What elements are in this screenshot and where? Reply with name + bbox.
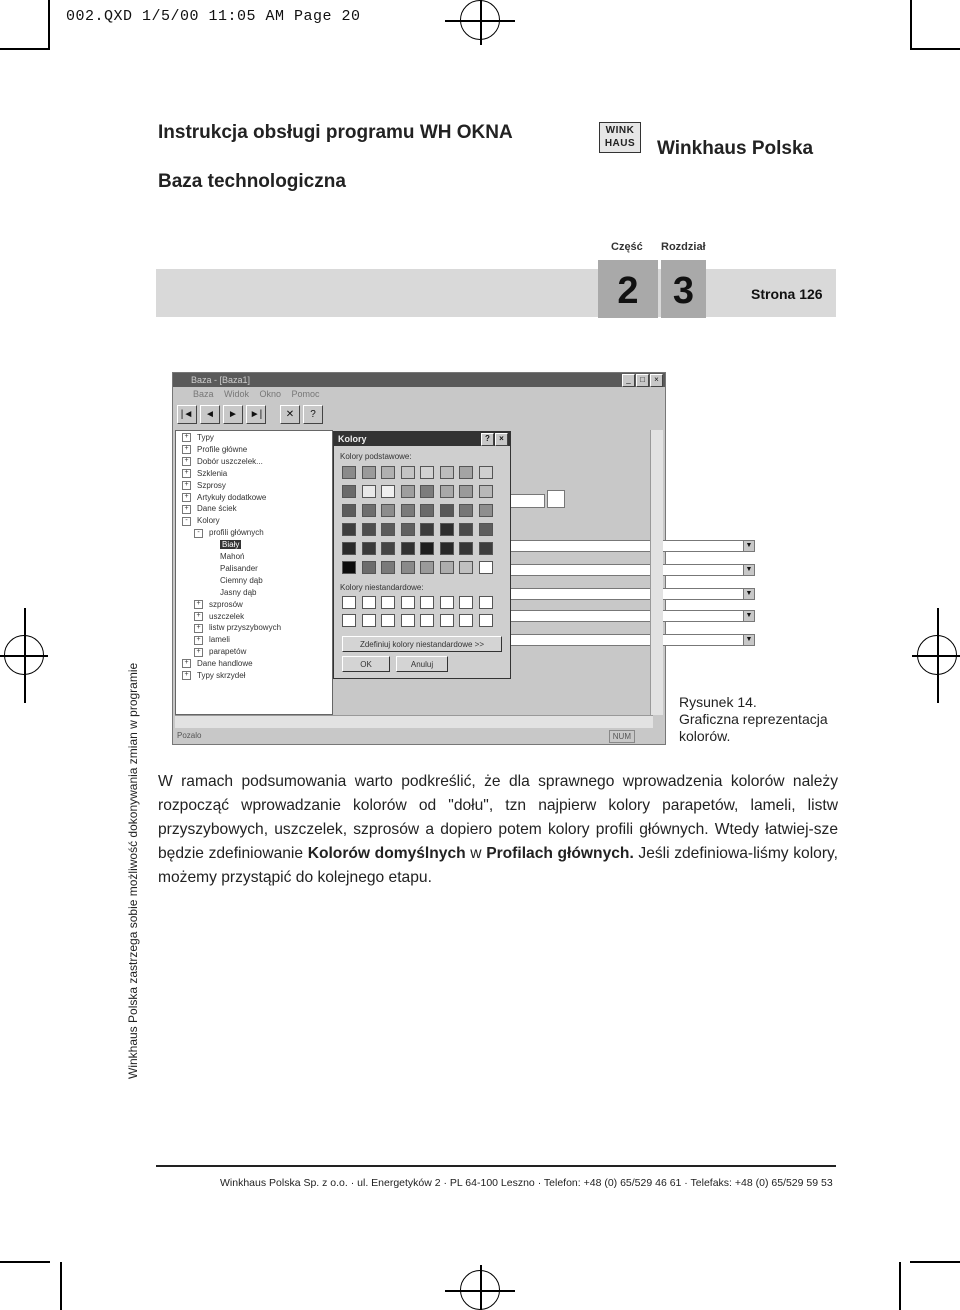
help-icon[interactable]: ? (481, 433, 494, 446)
basic-color-swatch[interactable] (440, 523, 454, 536)
basic-color-swatch[interactable] (362, 542, 376, 555)
tree-item[interactable] (206, 576, 263, 586)
tree-item-label: Palisander (220, 563, 258, 573)
tree-item-label: Mahoń (220, 552, 245, 561)
dialog-titlebar (334, 432, 510, 446)
part-label: Część (611, 241, 643, 253)
crop-mark (910, 0, 912, 50)
tree-item-label: Dobór uszczelek... (197, 456, 263, 466)
crop-mark (0, 1261, 50, 1263)
part-number: 2 (617, 270, 639, 312)
basic-color-swatch[interactable] (401, 485, 415, 498)
custom-color-swatch[interactable] (440, 596, 454, 609)
num-lock-indicator: NUM (609, 730, 635, 743)
basic-color-swatch[interactable] (479, 466, 493, 479)
status-bar (173, 728, 665, 744)
expand-icon[interactable]: + (182, 445, 191, 454)
color-preview (547, 490, 565, 508)
custom-color-swatch[interactable] (381, 596, 395, 609)
expand-icon[interactable]: + (182, 457, 191, 466)
tree-item[interactable] (194, 612, 244, 622)
status-text: Pozalo (177, 731, 202, 740)
basic-color-swatch[interactable] (440, 504, 454, 517)
tree-item[interactable] (182, 516, 220, 526)
basic-color-swatch[interactable] (479, 561, 493, 574)
basic-color-swatch[interactable] (381, 485, 395, 498)
tree-item-label: lameli (209, 635, 230, 645)
dropdown-field[interactable] (507, 610, 753, 622)
window-title: Baza - [Baza1] (191, 375, 251, 385)
document-subtitle: Baza technologiczna (158, 171, 346, 192)
custom-color-swatch[interactable] (342, 596, 356, 609)
delete-icon[interactable]: ✕ (280, 405, 300, 424)
crop-mark (0, 48, 50, 50)
next-record-icon[interactable]: ► (223, 405, 243, 424)
company-name: Winkhaus Polska (657, 138, 814, 159)
custom-color-swatch[interactable] (420, 614, 434, 627)
custom-color-swatch[interactable] (362, 614, 376, 627)
basic-colors-label: Kolory podstawowe: (340, 452, 412, 461)
caption-line-1: Rysunek 14. (679, 694, 757, 710)
tree-item-label: parapetów (209, 647, 247, 657)
basic-color-swatch[interactable] (381, 523, 395, 536)
dropdown-field[interactable] (507, 634, 753, 646)
basic-color-swatch[interactable] (459, 523, 473, 536)
dropdown-arrow-icon[interactable]: ▼ (743, 634, 755, 646)
logo-line-2: HAUS (604, 138, 636, 149)
expand-icon[interactable]: + (194, 624, 203, 633)
basic-color-swatch[interactable] (479, 504, 493, 517)
custom-color-swatch[interactable] (381, 614, 395, 627)
caption-line-2: Graficzna reprezentacja (679, 711, 828, 727)
help-icon[interactable]: ? (303, 405, 323, 424)
tree-item[interactable] (206, 564, 258, 574)
tree-item[interactable] (182, 659, 253, 669)
custom-color-swatch[interactable] (342, 614, 356, 627)
tree-item[interactable] (194, 600, 243, 610)
custom-color-swatch[interactable] (459, 596, 473, 609)
basic-color-swatch[interactable] (362, 504, 376, 517)
chapter-number: 3 (672, 270, 695, 312)
tree-item-label: Szklenia (197, 468, 228, 478)
custom-color-swatch[interactable] (459, 614, 473, 627)
tree-item[interactable] (206, 588, 256, 598)
tree-item[interactable] (182, 469, 227, 479)
tree-item[interactable] (182, 457, 263, 467)
tree-item[interactable] (182, 445, 247, 455)
basic-color-swatch[interactable] (440, 466, 454, 479)
expand-icon[interactable]: + (194, 636, 203, 645)
tree-item[interactable] (182, 671, 245, 681)
caption-line-3: kolorów. (679, 728, 731, 744)
tree-item-label: Dane handlowe (197, 659, 253, 669)
basic-color-swatch[interactable] (479, 542, 493, 555)
custom-color-swatch[interactable] (362, 596, 376, 609)
expand-icon[interactable]: + (194, 612, 203, 621)
dropdown-field[interactable] (507, 540, 753, 552)
page-number: Strona 126 (751, 286, 823, 302)
basic-color-swatch[interactable] (401, 466, 415, 479)
basic-color-swatch[interactable] (420, 523, 434, 536)
basic-color-swatch[interactable] (362, 523, 376, 536)
figure-caption (679, 694, 828, 745)
basic-color-swatch[interactable] (342, 466, 356, 479)
define-custom-colors-button[interactable]: Zdefiniuj kolory niestandardowe >> (342, 636, 502, 652)
expand-icon[interactable]: + (194, 648, 203, 657)
basic-color-swatch[interactable] (440, 542, 454, 555)
menu-bar[interactable]: Baza Widok Okno Pomoc (193, 389, 320, 399)
basic-color-swatch[interactable] (342, 523, 356, 536)
crop-mark (48, 0, 50, 50)
chapter-label: Rozdział (661, 241, 706, 253)
tree-item[interactable] (182, 481, 226, 491)
tree-item-label: Kolory (197, 516, 220, 526)
basic-color-swatch[interactable] (420, 561, 434, 574)
first-record-icon[interactable]: |◄ (177, 405, 197, 424)
winkhaus-logo (599, 122, 641, 153)
body-text-3: Jeśli zdefiniowa-liśmy kolory, możemy przystąpić do kolejnego etapu. (158, 845, 838, 886)
basic-color-swatch[interactable] (401, 561, 415, 574)
basic-color-swatch[interactable] (342, 504, 356, 517)
basic-color-swatch[interactable] (381, 504, 395, 517)
tree-item[interactable] (182, 433, 214, 443)
tree-item-label: Jasny dąb (220, 587, 257, 597)
side-note: Winkhaus Polska zastrzega sobie możliwość dokonywania zmian w programie (126, 662, 140, 1079)
basic-color-swatch[interactable] (459, 561, 473, 574)
close-icon[interactable]: × (650, 374, 663, 387)
tree-item[interactable] (194, 635, 230, 645)
expand-icon[interactable]: + (182, 671, 191, 680)
tree-item-label: Typy skrzydeł (197, 671, 246, 680)
last-record-icon[interactable]: ►| (246, 405, 266, 424)
basic-color-swatch[interactable] (401, 504, 415, 517)
tree-item-label: Artykuły dodatkowe (197, 492, 267, 502)
basic-color-swatch[interactable] (459, 504, 473, 517)
tree-item-label: Szprosy (197, 480, 226, 490)
crop-mark (910, 48, 960, 50)
tree-item[interactable] (206, 552, 244, 562)
tree-item-label: listw przyszybowych (209, 623, 282, 633)
basic-color-swatch[interactable] (362, 561, 376, 574)
dropdown-arrow-icon[interactable]: ▼ (743, 564, 755, 576)
basic-color-swatch[interactable] (401, 523, 415, 536)
part-number-box (598, 260, 658, 318)
basic-color-swatch[interactable] (420, 504, 434, 517)
cancel-button[interactable]: Anuluj (396, 656, 448, 672)
toolbar (177, 405, 323, 423)
collapse-icon[interactable]: - (182, 517, 191, 526)
tree-item-label: uszczelek (209, 611, 245, 621)
basic-color-swatch[interactable] (479, 485, 493, 498)
print-slug: 002.QXD 1/5/00 11:05 AM Page 20 (66, 8, 361, 25)
expand-icon[interactable]: + (182, 505, 191, 514)
dropdown-field[interactable] (507, 564, 753, 576)
custom-color-swatch[interactable] (440, 614, 454, 627)
tree-item-label: Dane ściek (197, 504, 237, 514)
basic-color-swatch[interactable] (440, 561, 454, 574)
custom-color-swatch[interactable] (420, 596, 434, 609)
expand-icon[interactable]: + (182, 481, 191, 490)
basic-color-swatch[interactable] (381, 542, 395, 555)
dialog-title: Kolory (338, 434, 367, 444)
expand-icon[interactable]: + (182, 433, 191, 442)
basic-color-swatch[interactable] (362, 466, 376, 479)
basic-color-swatch[interactable] (440, 485, 454, 498)
basic-color-swatch[interactable] (420, 485, 434, 498)
basic-color-swatch[interactable] (479, 523, 493, 536)
expand-icon[interactable]: + (182, 493, 191, 502)
custom-color-swatch[interactable] (479, 596, 493, 609)
tree-item[interactable] (182, 493, 266, 503)
section-band (156, 269, 836, 317)
color-dialog (333, 431, 511, 679)
basic-color-swatch[interactable] (459, 466, 473, 479)
minimize-icon[interactable]: _ (622, 374, 635, 387)
chapter-number-box (661, 260, 706, 318)
previous-record-icon[interactable]: ◄ (200, 405, 220, 424)
tree-item[interactable] (194, 528, 264, 538)
basic-color-swatch[interactable] (362, 485, 376, 498)
footer-address: Winkhaus Polska Sp. z o.o. · ul. Energetyków 2 · PL 64-100 Leszno · Telefon: +48 (0) 65/529 46 61 · Telefaks: +48 (0) 65/529 59 53 (220, 1177, 833, 1189)
basic-color-swatch[interactable] (459, 485, 473, 498)
ok-button[interactable]: OK (342, 656, 390, 672)
close-icon[interactable]: × (495, 433, 508, 446)
tree-item-label: Biały (222, 540, 240, 550)
expand-icon[interactable]: + (194, 600, 203, 609)
expand-icon[interactable]: + (182, 469, 191, 478)
custom-color-swatch[interactable] (401, 596, 415, 609)
tree-item-label: szprosów (209, 599, 243, 609)
basic-color-swatch[interactable] (401, 542, 415, 555)
basic-color-swatch[interactable] (420, 542, 434, 555)
tree-item[interactable] (194, 623, 281, 633)
crop-mark (910, 1261, 960, 1263)
basic-color-swatch[interactable] (459, 542, 473, 555)
tree-item-label: Profile główne (197, 444, 248, 454)
basic-color-swatch[interactable] (342, 561, 356, 574)
basic-color-swatch[interactable] (342, 485, 356, 498)
custom-color-swatch[interactable] (401, 614, 415, 627)
body-text-1: W ramach podsumowania warto podkreślić, że dla sprawnego wprowadzenia kolorów należy rozpocząć wprowadzanie kolorów od "dołu", tzn najpierw kolory parapetów, lameli, listw przyszybowych, uszczelek, szprosów a dopiero potem kolory profili głównych. Wtedy łatwiej-sze będzie zdefiniowanie (158, 773, 838, 862)
crop-mark (60, 1262, 62, 1310)
custom-colors-label: Kolory niestandardowe: (340, 583, 424, 592)
vertical-scrollbar[interactable] (650, 430, 663, 715)
basic-color-swatch[interactable] (342, 542, 356, 555)
expand-icon[interactable]: + (182, 659, 191, 668)
tree-item[interactable] (206, 540, 241, 550)
dropdown-arrow-icon[interactable]: ▼ (743, 540, 755, 552)
basic-color-swatch[interactable] (381, 561, 395, 574)
horizontal-scrollbar[interactable] (175, 715, 653, 728)
basic-color-swatch[interactable] (420, 466, 434, 479)
document-title: Instrukcja obsługi programu WH OKNA (158, 122, 513, 143)
dropdown-arrow-icon[interactable]: ▼ (743, 610, 755, 622)
logo-line-1: WINK (605, 125, 635, 136)
body-bold-2: Profilach głównych. (486, 845, 634, 862)
tree-item-label: profili głównych (209, 528, 264, 538)
dropdown-arrow-icon[interactable]: ▼ (743, 588, 755, 600)
basic-color-swatch[interactable] (381, 466, 395, 479)
custom-color-swatch[interactable] (479, 614, 493, 627)
crop-mark (899, 1262, 901, 1310)
window-titlebar (173, 373, 665, 387)
body-text-2: w (465, 845, 487, 862)
dropdown-field[interactable] (507, 588, 753, 600)
tree-item[interactable] (194, 647, 246, 657)
text-field[interactable] (505, 494, 545, 508)
body-bold-1: Kolorów domyślnych (307, 845, 466, 862)
tree-item-label: Typy (197, 433, 214, 442)
category-tree[interactable] (175, 430, 333, 715)
tree-item[interactable] (182, 504, 237, 514)
maximize-icon[interactable]: □ (636, 374, 649, 387)
body-paragraph (158, 770, 838, 890)
collapse-icon[interactable]: - (194, 529, 203, 538)
footer-rule (156, 1165, 836, 1167)
tree-item-label: Ciemny dąb (220, 575, 263, 585)
